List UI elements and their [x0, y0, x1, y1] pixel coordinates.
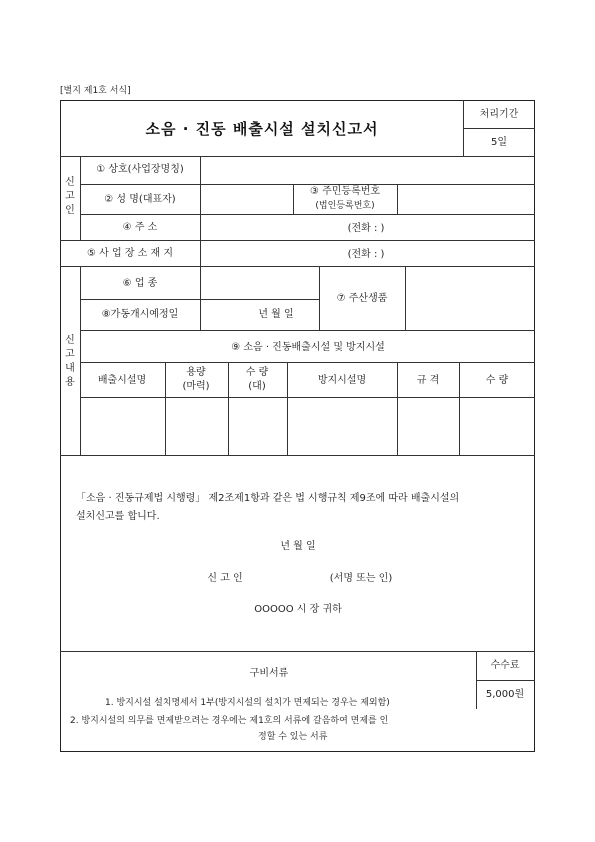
representative-name-label: ② 성 명(대표자) — [104, 194, 176, 205]
divider — [60, 240, 535, 241]
main-product-label: ⑦ 주산생품 — [336, 293, 388, 304]
divider — [459, 362, 460, 455]
divider — [80, 184, 535, 185]
resident-number-field[interactable] — [399, 186, 533, 212]
fee-value: 5,000원 — [485, 689, 525, 700]
signature-note: (서명 또는 인) — [329, 573, 393, 584]
addressee: OOOOO 시 장 귀하 — [254, 604, 342, 615]
document-item-2: 2. 방지시설의 의무를 면제받으려는 경우에는 제1호의 서류에 갈음하여 면제를 인 — [70, 716, 389, 726]
fee-label: 수수료 — [490, 660, 520, 671]
processing-period-label: 처리기간 — [479, 109, 519, 120]
capacity-header: 용량 — [186, 367, 206, 378]
business-type-field[interactable] — [202, 268, 317, 297]
company-name-field[interactable] — [202, 158, 533, 182]
quantity-header: 수 량 — [245, 367, 269, 378]
quantity-b-header: 수 량 — [485, 375, 509, 386]
divider — [60, 156, 535, 157]
divider — [80, 397, 535, 398]
site-address-label: ⑤ 사 업 장 소 재 지 — [87, 248, 173, 259]
form-title: 소음 · 진동 배출시설 설치신고서 — [145, 120, 379, 138]
declaration-line-1: 「소음 · 진동규제법 시행령」 제2조제1항과 같은 법 시행규칙 제9조에 따라 배출시설의 — [76, 493, 460, 504]
divider — [165, 362, 166, 455]
divider — [397, 184, 398, 214]
divider — [287, 362, 288, 455]
start-date-label: ⑧가동개시예정일 — [101, 309, 179, 320]
quantity-cell[interactable] — [230, 399, 285, 453]
document-item-2-continued: 정할 수 있는 서류 — [258, 732, 328, 742]
address-phone-label: (전화 : ) — [347, 223, 385, 234]
site-phone-label: (전화 : ) — [347, 249, 385, 260]
resident-number-label: ③ 주민등록번호 — [309, 186, 381, 197]
start-date-field[interactable]: 년 월 일 — [258, 309, 294, 320]
applicant-section-label: 신고인 — [65, 177, 75, 216]
divider — [80, 214, 535, 215]
business-number-label: (법인등록번호) — [315, 201, 375, 211]
divider — [60, 266, 535, 267]
documents-heading: 구비서류 — [249, 668, 289, 679]
processing-period-value: 5일 — [490, 137, 508, 148]
facility-heading: ⑨ 소음 · 진동배출시설 및 방지시설 — [231, 342, 385, 353]
prevention-facility-header: 방지시설명 — [317, 375, 367, 386]
divider — [80, 362, 535, 363]
capacity-unit-header: (마력) — [182, 381, 210, 392]
divider — [228, 362, 229, 455]
form-label: [별지 제1호 서식] — [60, 86, 131, 96]
divider — [200, 156, 201, 240]
capacity-cell[interactable] — [167, 399, 226, 453]
divider — [200, 266, 201, 330]
report-section-label: 신고내용 — [65, 335, 75, 388]
representative-name-field[interactable] — [202, 186, 291, 212]
divider — [80, 266, 81, 455]
emission-facility-cell[interactable] — [82, 399, 163, 453]
divider — [476, 680, 535, 681]
divider — [80, 156, 81, 240]
business-type-label: ⑥ 업 종 — [122, 278, 158, 289]
divider — [397, 362, 398, 455]
main-product-field[interactable] — [407, 268, 533, 328]
divider — [80, 330, 535, 331]
spec-cell[interactable] — [399, 399, 457, 453]
quantity-unit-header: (대) — [248, 381, 266, 392]
divider — [60, 455, 535, 456]
declaration-line-2: 설치신고를 합니다. — [76, 511, 160, 522]
divider — [200, 240, 201, 266]
divider — [405, 266, 406, 330]
divider — [80, 299, 319, 300]
address-label: ④ 주 소 — [122, 222, 158, 233]
document-item-1: 1. 방지시설 설치명세서 1부(방지시설의 설치가 면제되는 경우는 제외함) — [105, 698, 390, 708]
divider — [463, 128, 535, 129]
divider — [319, 266, 320, 330]
spec-header: 규 격 — [416, 375, 440, 386]
prevention-facility-cell[interactable] — [289, 399, 395, 453]
declaration-date[interactable]: 년 월 일 — [280, 541, 316, 552]
signer-label: 신 고 인 — [207, 573, 243, 584]
company-name-label: ① 상호(사업장명칭) — [96, 164, 184, 175]
emission-facility-header: 배출시설명 — [97, 375, 147, 386]
divider — [293, 184, 294, 214]
quantity-b-cell[interactable] — [461, 399, 533, 453]
divider — [60, 651, 535, 652]
signature-field[interactable] — [248, 570, 328, 586]
